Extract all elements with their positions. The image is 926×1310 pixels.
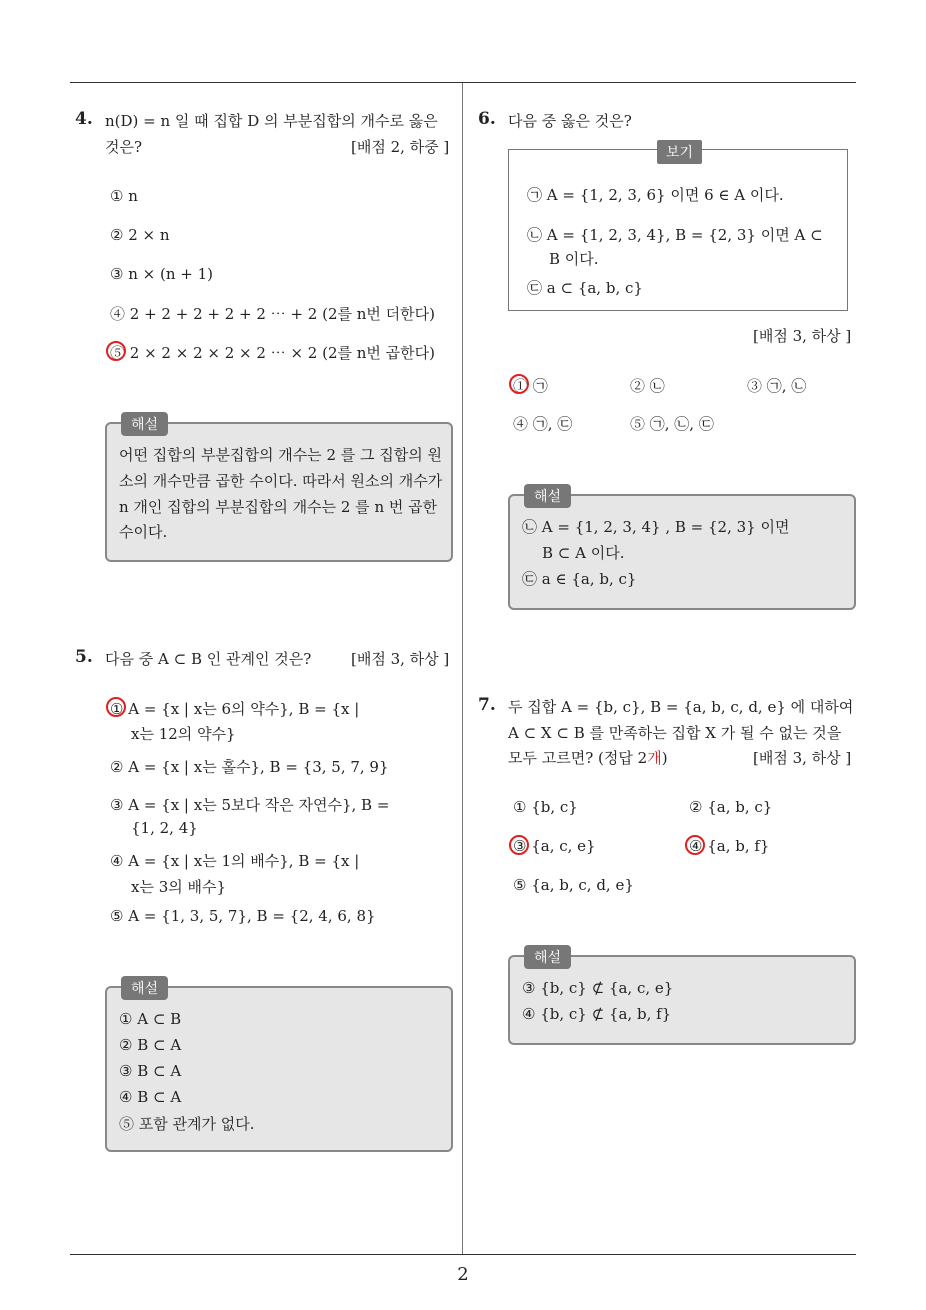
solution-line: ③ B ⊂ A <box>119 1062 182 1080</box>
option-1-cont: x는 12의 약수} <box>131 725 236 743</box>
solution-line: 수이다. <box>119 523 168 541</box>
option-2[interactable]: ② 2 × n <box>110 226 170 244</box>
bottom-rule <box>70 1254 856 1255</box>
option-2[interactable]: ② {a, b, c} <box>689 798 773 816</box>
score-meta: [배점 2, 하중 ] <box>351 138 450 156</box>
option-4[interactable]: ④ ㉠, ㉢ <box>513 415 573 433</box>
bogi-line: ㉡ A = {1, 2, 3, 4}, B = {2, 3} 이면 A ⊂ <box>527 226 823 244</box>
score-meta: [배점 3, 하상 ] <box>753 749 852 767</box>
option-3[interactable]: ③ {a, c, e} <box>513 837 596 855</box>
question-stem-part: 모두 고르면? (정답 2 <box>508 749 648 767</box>
solution-line: ㉡ A = {1, 2, 3, 4} , B = {2, 3} 이면 <box>522 518 790 536</box>
solution-tag: 해설 <box>524 945 571 969</box>
page-number: 2 <box>457 1264 469 1285</box>
question-number: 7. <box>478 695 496 715</box>
bogi-line: B 이다. <box>549 250 599 268</box>
question-stem: 다음 중 옳은 것은? <box>508 112 632 130</box>
option-2[interactable]: ② ㉡ <box>630 377 665 395</box>
option-3[interactable]: ③ A = {x | x는 5보다 작은 자연수}, B = <box>110 796 390 814</box>
solution-box <box>105 417 453 562</box>
solution-line: ① A ⊂ B <box>119 1010 182 1028</box>
solution-line: ④ {b, c} ⊄ {a, b, f} <box>522 1005 672 1023</box>
solution-line: ⑤ 포함 관계가 없다. <box>119 1115 255 1133</box>
solution-line: ④ B ⊂ A <box>119 1088 182 1106</box>
option-5[interactable]: ⑤ A = {1, 3, 5, 7}, B = {2, 4, 6, 8} <box>110 907 376 925</box>
answer-mark <box>685 835 705 855</box>
question-number: 4. <box>75 109 93 129</box>
bogi-box <box>508 145 848 311</box>
answer-mark <box>106 341 126 361</box>
option-2[interactable]: ② A = {x | x는 홀수}, B = {3, 5, 7, 9} <box>110 758 389 776</box>
question-stem <box>508 747 668 768</box>
solution-line: 소의 개수만큼 곱한 수이다. 따라서 원소의 개수가 <box>119 472 443 490</box>
option-3-cont: {1, 2, 4} <box>131 819 198 837</box>
option-4-cont: x는 3의 배수} <box>131 878 227 896</box>
solution-line: ㉢ a ∈ {a, b, c} <box>522 570 637 588</box>
bogi-line: ㉢ a ⊂ {a, b, c} <box>527 279 643 297</box>
solution-box <box>105 981 453 1152</box>
solution-tag: 해설 <box>121 976 168 1000</box>
option-5[interactable]: ⑤ 2 × 2 × 2 × 2 × 2 ⋯ × 2 (2를 n번 곱한다) <box>110 344 435 362</box>
option-1[interactable]: ① A = {x | x는 6의 약수}, B = {x | <box>110 700 360 718</box>
column-divider <box>462 83 463 1254</box>
option-3[interactable]: ③ n × (n + 1) <box>110 265 213 283</box>
solution-tag: 해설 <box>121 412 168 436</box>
question-stem: A ⊂ X ⊂ B 를 만족하는 집합 X 가 될 수 없는 것을 <box>508 724 842 742</box>
solution-line: ③ {b, c} ⊄ {a, c, e} <box>522 979 674 997</box>
solution-line: 어떤 집합의 부분집합의 개수는 2 를 그 집합의 원 <box>119 446 442 464</box>
option-4[interactable]: ④ A = {x | x는 1의 배수}, B = {x | <box>110 852 360 870</box>
answer-mark <box>509 374 529 394</box>
bogi-tag: 보기 <box>657 140 702 164</box>
solution-tag: 해설 <box>524 484 571 508</box>
solution-line: ② B ⊂ A <box>119 1036 182 1054</box>
option-1[interactable]: ① n <box>110 187 138 205</box>
solution-box <box>508 950 856 1045</box>
solution-line: B ⊂ A 이다. <box>542 544 625 562</box>
option-1[interactable]: ① {b, c} <box>513 798 578 816</box>
score-meta: [배점 3, 하상 ] <box>753 327 852 345</box>
option-4[interactable]: ④ {a, b, f} <box>689 837 770 855</box>
answer-count-highlight: 개 <box>647 749 662 767</box>
option-5[interactable]: ⑤ ㉠, ㉡, ㉢ <box>630 415 714 433</box>
top-rule <box>70 82 856 83</box>
question-stem: 것은? <box>105 138 143 156</box>
question-stem: n(D) = n 일 때 집합 D 의 부분집합의 개수로 옳은 <box>105 112 438 130</box>
question-stem: 다음 중 A ⊂ B 인 관계인 것은? <box>105 650 312 668</box>
solution-line: n 개인 집합의 부분집합의 개수는 2 를 n 번 곱한 <box>119 498 438 516</box>
option-5[interactable]: ⑤ {a, b, c, d, e} <box>513 876 634 894</box>
option-1[interactable]: ① ㉠ <box>513 377 548 395</box>
score-meta: [배점 3, 하상 ] <box>351 650 450 668</box>
solution-box <box>508 489 856 610</box>
question-stem: 두 집합 A = {b, c}, B = {a, b, c, d, e} 에 대하여 <box>508 698 854 716</box>
answer-mark <box>509 835 529 855</box>
option-3[interactable]: ③ ㉠, ㉡ <box>747 377 807 395</box>
question-number: 5. <box>75 647 93 667</box>
bogi-line: ㉠ A = {1, 2, 3, 6} 이면 6 ∈ A 이다. <box>527 186 784 204</box>
question-number: 6. <box>478 109 496 129</box>
answer-mark <box>106 697 126 717</box>
question-stem-part: ) <box>661 749 668 767</box>
option-4[interactable]: ④ 2 + 2 + 2 + 2 + 2 ⋯ + 2 (2를 n번 더한다) <box>110 305 435 323</box>
